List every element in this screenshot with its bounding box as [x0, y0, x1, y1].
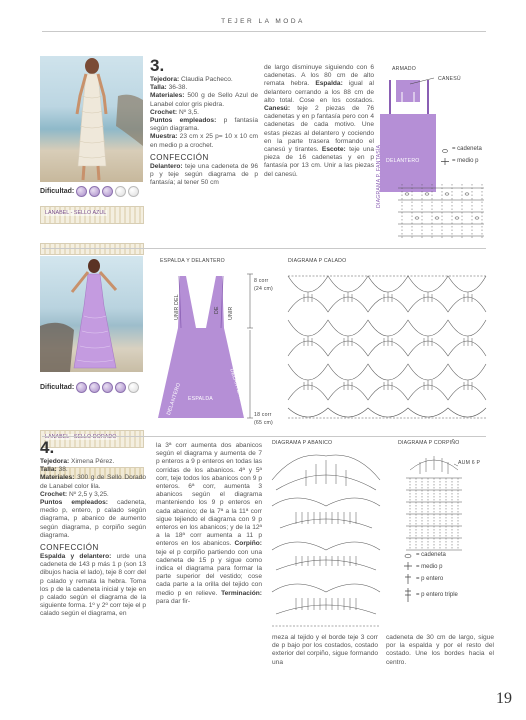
yarn-ball-icon — [76, 186, 87, 197]
diagram-label: ESPALDA — [188, 396, 213, 402]
legend-mediop: = medio p — [452, 158, 479, 164]
value: cadeneta, medio p, entero, p calado según diagrama, p abanico de aumento según diagrama, p corpiño según diagrama. — [40, 499, 146, 539]
value: teje una cadeneta de 96 p y teje según diagrama de p fantasía; al tener 50 cm — [150, 162, 258, 187]
chain-symbol-icon — [440, 146, 450, 166]
value: urde una cadeneta de 143 p más 1 p (son 13 dibujos hacia el lado), teje 8 corr del p calado y remata la hebra. Toma los p de la cadeneta inicial y teje en p calado según el diagrama de la siguiente forma. 1º y 2º corr teje el p calado según el diagrama, en — [40, 553, 146, 618]
corpino-diagram — [396, 440, 496, 620]
value: igual al delantero cerrando a los 88 cm de alto total. Cose en los costados. — [264, 80, 374, 104]
diagram-title: ARMADO — [392, 66, 416, 72]
legend-cadeneta: = cadeneta — [452, 146, 482, 152]
label: Delantero: — [150, 162, 183, 170]
legend-triple: = p entero triple — [416, 592, 458, 598]
label: Espalda: — [315, 80, 343, 88]
measure-label: 8 corr — [254, 278, 269, 284]
label: Escote: — [321, 146, 346, 154]
diagram-title: CANESÚ — [438, 76, 461, 82]
difficulty-label: Dificultad: — [40, 384, 75, 391]
value: Nº 3,5. — [178, 108, 199, 116]
item3-column-2 — [264, 64, 374, 179]
difficulty-rating-3 — [40, 186, 139, 197]
yarn-ball-icon — [115, 382, 126, 393]
diagram-label: DELANTERO — [166, 382, 183, 416]
item4-column-2 — [156, 442, 262, 606]
value: 38. — [58, 466, 68, 474]
diagram-title: DIAGRAMA P ABANICO — [272, 440, 333, 446]
label: Espalda y delantero: — [40, 553, 112, 561]
body-text: la 3ª corr aumenta dos abanicos según el diagrama y aumenta de 7 p enteros a 9 p enteros en todas las corridas de los abanicos. 4ª y 5ª corr, teje todos los abanicos con 9 p enteros. 6ª corr, aumenta 3 abanicos según el diagrama manteniendo los 9 p enteros en cada abanico; de la 7ª a la 11ª corr sigue tejiendo el diagrama con 9 p enteros en los abanicos; y de la 12ª a la 18ª corr aumenta a 11 p enteros en los abanicos. — [156, 442, 262, 548]
item4-column-3 — [272, 634, 378, 667]
value: Claudia Pacheco. — [181, 76, 233, 83]
item4-column-4 — [386, 634, 494, 667]
calado-diagram — [284, 256, 490, 428]
diagram-label: UNIR DEL — [174, 294, 180, 320]
diagram-title: DIAGRAMA P CORPIÑO — [398, 440, 460, 446]
value: 300 g de Sello Dorado de Lanabel color lila. — [40, 474, 146, 490]
section-divider — [42, 248, 486, 249]
item4-column-1 — [40, 438, 146, 619]
corpino-stitch-chart — [396, 450, 496, 560]
yarn-ball-icon — [76, 382, 87, 393]
yarn-ball-icon — [89, 382, 100, 393]
increase-label: AUM 6 P — [458, 460, 481, 466]
label: Crochet: — [150, 108, 178, 116]
diagram-label: UNIR — [228, 306, 234, 320]
difficulty-rating-4 — [40, 382, 139, 393]
photo-dress-4 — [40, 256, 143, 372]
diagram-label: DELANTERO — [386, 158, 420, 164]
value: para dar fir- — [156, 597, 191, 605]
running-header: TEJER LA MODA — [221, 18, 305, 25]
value: 23 cm x 25 p= 10 x 10 cm en medio p a crochet. — [150, 133, 258, 149]
section-title: CONFECCIÓN — [40, 543, 99, 553]
value: p fantasía según diagrama. — [150, 117, 258, 133]
label: Crochet: — [40, 490, 68, 498]
yarn-sample-3 — [40, 206, 144, 224]
diagram-label: DELANTERO — [228, 368, 245, 402]
label: Talla: — [40, 466, 57, 474]
body-text: meza al tejido y el borde teje 3 corr de p bajo por los costados, costado exterior del corpiño, sigue formando una — [272, 634, 378, 666]
yarn-label: LANABEL - SELLO DORADO — [45, 434, 117, 440]
diagram-title: DIAGRAMA P CALADO — [288, 258, 347, 264]
header-rule — [42, 31, 486, 32]
measure-label: 18 corr — [254, 412, 272, 418]
item-number: 3. — [150, 56, 165, 75]
measure-label: (65 cm) — [254, 420, 273, 426]
armado-diagram — [376, 60, 490, 242]
label: Materiales: — [150, 92, 185, 100]
label: Corpiño: — [234, 540, 262, 548]
body-text: cadeneta de 30 cm de largo, sigue por la espalda y por el resto del costado. Une los bordes hacia el centro. — [386, 634, 494, 666]
label: Terminación: — [221, 589, 262, 597]
difficulty-label: Dificultad: — [40, 188, 75, 195]
value: 36-38. — [168, 84, 188, 92]
measure-label: (24 cm) — [254, 286, 273, 292]
value: teje una pieza de 16 cadenetas y en p fantasía por 13 cm. Unir a las piezas del canesú. — [264, 146, 374, 178]
yarn-ball-icon — [102, 382, 113, 393]
section-divider — [42, 436, 486, 437]
legend-cadeneta: = cadeneta — [416, 552, 446, 558]
calado-stitch-chart — [284, 268, 490, 428]
yarn-ball-icon — [128, 382, 139, 393]
diagram-title: DIAGRAMA P. FANTASÍA — [376, 144, 382, 208]
fantasia-stitch-chart — [396, 182, 486, 238]
espalda-delantero-diagram — [150, 256, 280, 428]
section-title: CONFECCIÓN — [150, 152, 209, 162]
label: Talla: — [150, 84, 167, 92]
abanico-diagram — [266, 440, 386, 630]
value: teje el p corpiño partiendo con una cadeneta de 15 p y sigue como indica el diagrama para formar la parte superior del vestido; cose cada parte a la orilla del tejido con medio p en relieve. — [156, 548, 262, 597]
label: Muestra: — [150, 133, 178, 141]
value: teje 2 piezas de 76 cadenetas y en p fantasía pero con 4 cadenetas de cada motivo. Une estas piezas al delantero y cociendo en la parte trasera formando el canesú y tirantes. — [264, 105, 374, 154]
legend-entero: = p entero — [416, 576, 444, 582]
label: Puntos empleados: — [150, 117, 217, 125]
label: Tejedora: — [40, 458, 70, 465]
value: Ximena Pérez. — [71, 458, 115, 465]
item-number: 4. — [40, 438, 55, 457]
value: 500 g de Sello Azul de Lanabel color gris piedra. — [150, 92, 258, 108]
yarn-ball-icon — [128, 186, 139, 197]
body-text: de largo disminuye siguiendo con 6 cadenetas. A los 80 cm de alto remata hebra. — [264, 64, 374, 88]
diagram-title: ESPALDA Y DELANTERO — [160, 258, 225, 264]
yarn-ball-icon — [115, 186, 126, 197]
yarn-ball-icon — [102, 186, 113, 197]
legend-mediop: = medio p — [416, 564, 443, 570]
label: Materiales: — [40, 474, 75, 482]
label: Canesú: — [264, 105, 291, 113]
yarn-label: LANABEL - SELLO AZUL — [45, 210, 107, 216]
photo-dress-3 — [40, 56, 143, 182]
legend-symbols — [402, 552, 414, 604]
label: Tejedora: — [150, 76, 180, 83]
diagram-label: DE — [214, 306, 220, 314]
value: Nº 2,5 y 3,25. — [68, 490, 109, 498]
label: Puntos empleados: — [40, 499, 108, 507]
item3-column-1 — [150, 56, 258, 187]
yarn-swatch-3 — [40, 243, 144, 255]
page-number: 19 — [496, 690, 512, 707]
abanico-stitch-chart — [266, 450, 386, 630]
yarn-ball-icon — [89, 186, 100, 197]
